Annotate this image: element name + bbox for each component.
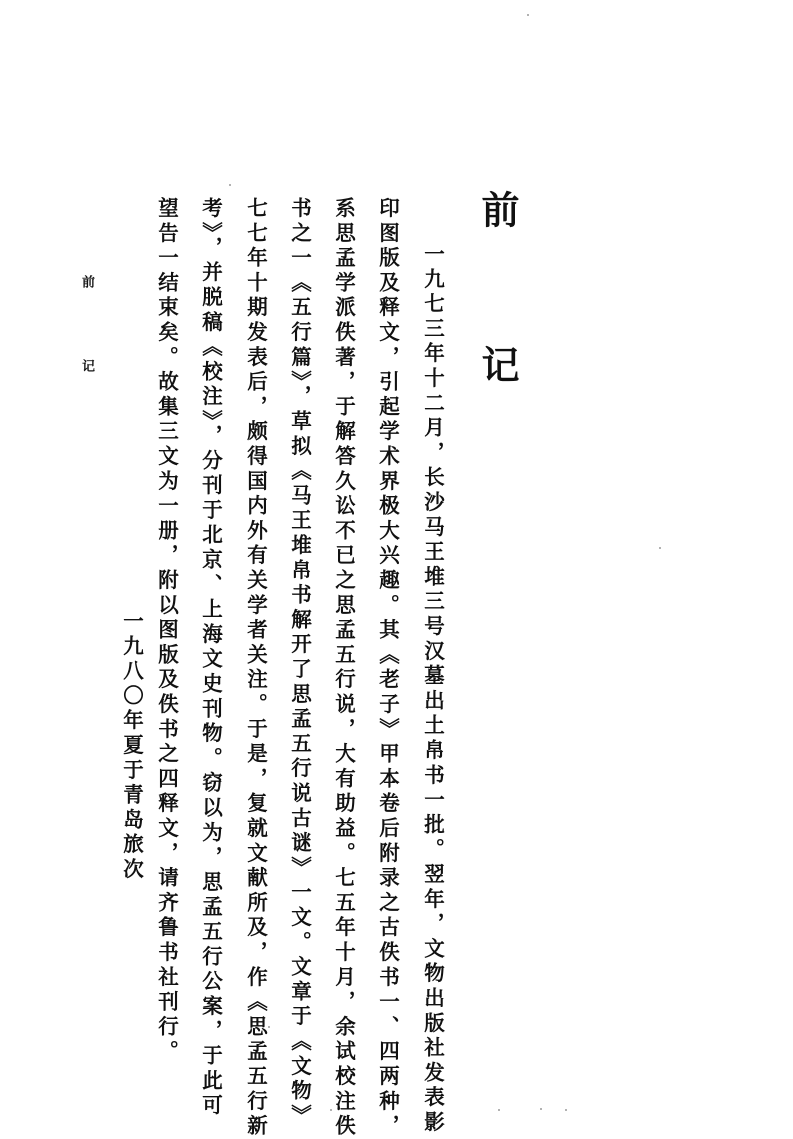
body-column: 一九七三年十二月，长沙马王堆三号汉墓出土帛书一批。翌年，文物出版社发表影 <box>420 243 445 1136</box>
running-head: 前 记 <box>79 275 94 400</box>
scan-speck <box>498 1109 500 1111</box>
page-title: 前 记 <box>475 190 520 419</box>
scan-speck <box>229 184 231 186</box>
signature-dateline: 一九八〇年夏于青岛旅次 <box>119 610 144 883</box>
scan-speck <box>268 1026 270 1028</box>
body-column: 望告一结束矣。故集三文为一册，附以图版及佚书之四释文，请齐鲁书社刊行。 <box>154 197 179 1065</box>
scan-speck <box>527 14 529 16</box>
body-column: 考》，并脱稿《校注》，分刊于北京、上海文史刊物。窃以为，思孟五行公案，于此可 <box>198 197 223 1119</box>
body-column: 七七年十期发表后，颇得国内外有关学者关注。于是，复就文献所及，作《思孟五行新 <box>243 197 268 1139</box>
scan-speck <box>540 1108 542 1110</box>
scan-speck <box>565 1109 567 1111</box>
body-column: 印图版及释文，引起学术界极大兴趣。其《老子》甲本卷后附录之古佚书一、四两种， <box>375 197 400 1139</box>
body-column: 书之一《五行篇》，草拟《马王堆帛书解开了思孟五行说古谜》一文。文章于《文物》 <box>287 197 312 1130</box>
scan-speck <box>330 1109 332 1111</box>
scan-speck <box>659 547 661 549</box>
body-column: 系思孟学派佚著，于解答久讼不已之思孟五行说，大有助益。七五年十月，余试校注佚 <box>331 197 356 1139</box>
